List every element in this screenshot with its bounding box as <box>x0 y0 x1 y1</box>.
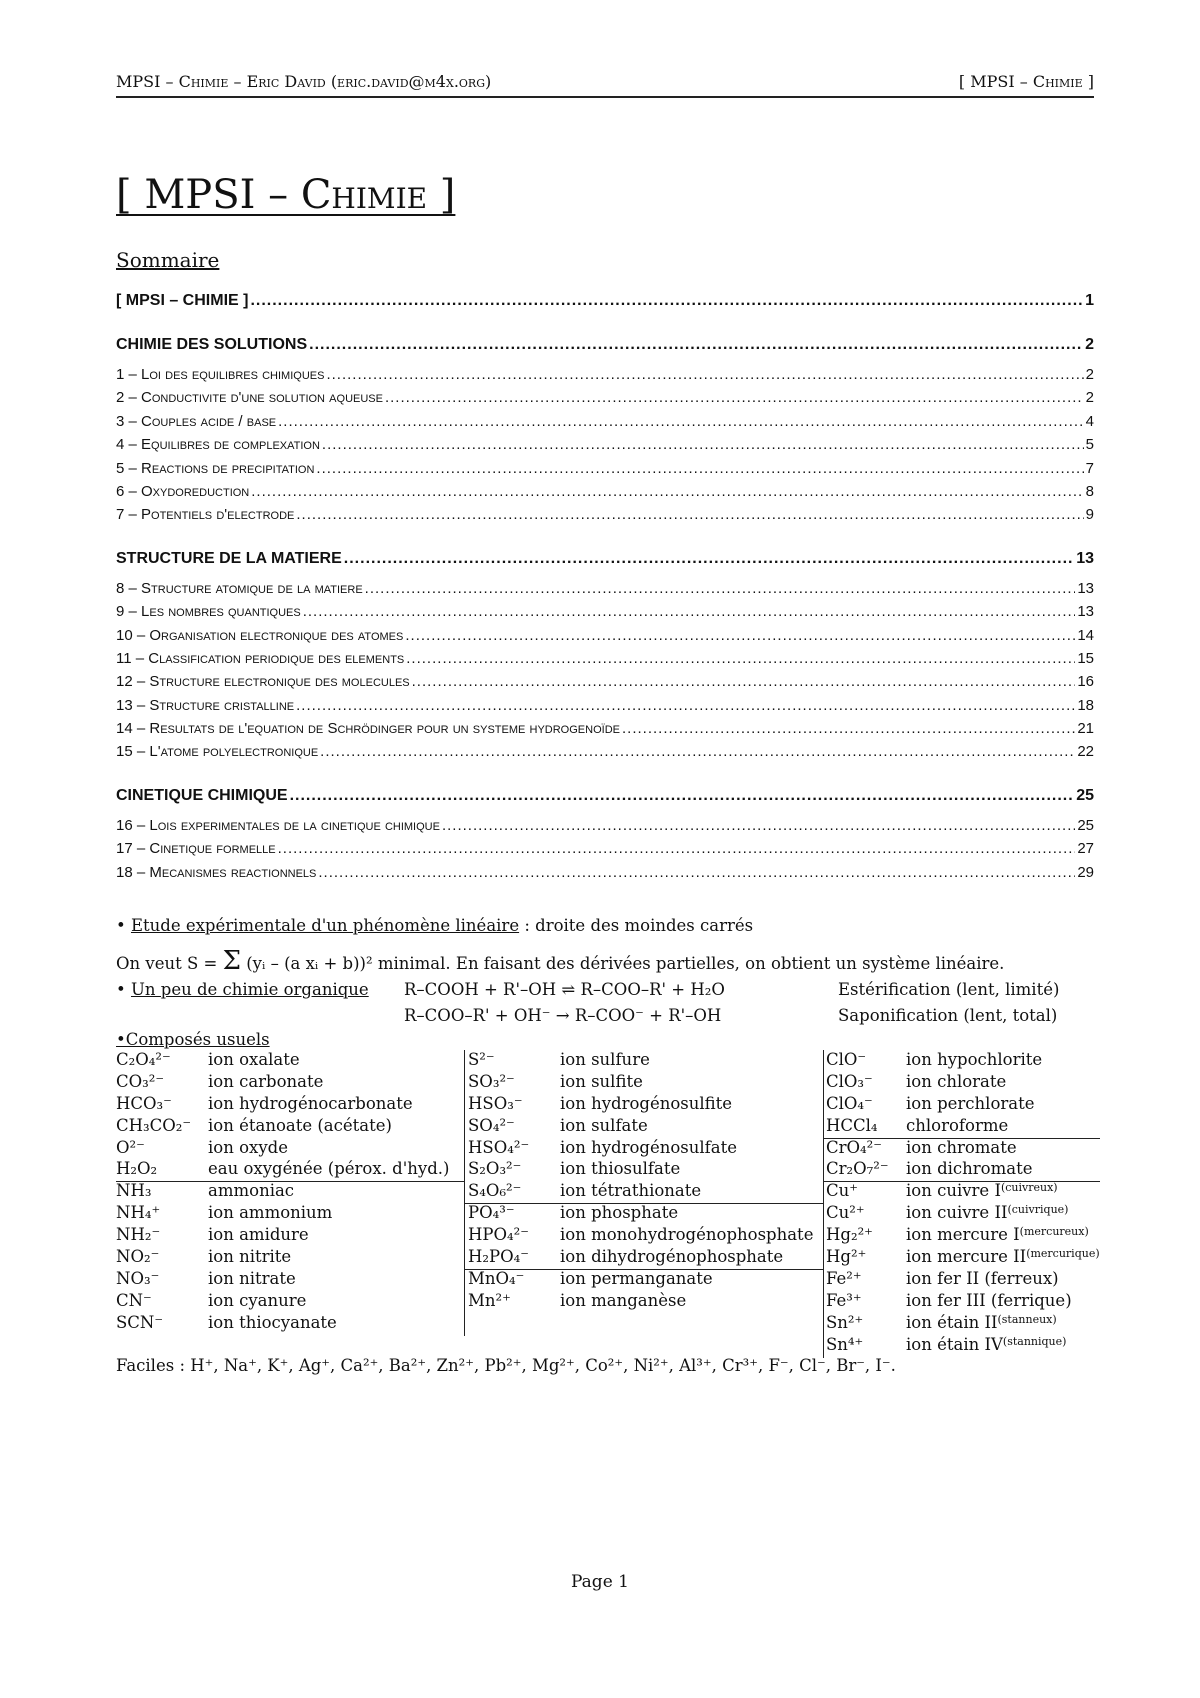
toc-dot-leader <box>303 603 1076 620</box>
toc-page-number: 21 <box>1077 720 1094 738</box>
chemical-name: ion carbonate <box>208 1071 324 1091</box>
toc-entry-title: [ MPSI – CHIMIE ] <box>116 292 249 309</box>
composes-column-1 <box>116 1050 466 1335</box>
chemical-name: ion perchlorate <box>906 1093 1035 1113</box>
compose-row <box>116 1269 466 1291</box>
chemical-formula: NH₃ <box>116 1181 152 1201</box>
toc-entry-title: 4 – Equilibres de complexation <box>116 436 320 454</box>
toc-subsection-entry[interactable] <box>116 436 1094 459</box>
chemical-name: ion sulfure <box>560 1050 650 1069</box>
chemical-name: chloroforme <box>906 1115 1009 1135</box>
compose-row <box>116 1159 466 1181</box>
chemical-name: ion étain II <box>906 1312 998 1332</box>
composes-label: •Composés usuels <box>116 1030 270 1049</box>
toc-subsection-entry[interactable] <box>116 864 1094 887</box>
chemical-formula: Cu⁺ <box>826 1181 858 1201</box>
toc-entry-title: 16 – Lois experimentales de la cinetique chimique <box>116 816 440 834</box>
compose-row <box>116 1313 466 1335</box>
chemical-formula: CH₃CO₂⁻ <box>116 1115 192 1135</box>
chemical-formula: CN⁻ <box>116 1290 152 1310</box>
toc-dot-leader <box>296 697 1075 714</box>
compose-row <box>468 1138 823 1160</box>
chemical-name: ion étain IV <box>906 1334 1003 1354</box>
toc-subsection-entry[interactable] <box>116 413 1094 436</box>
document-title: [ MPSI – Chimie ] <box>116 172 456 218</box>
toc-section-entry[interactable] <box>116 787 1094 811</box>
toc-page-number: 29 <box>1077 863 1094 881</box>
compose-row <box>826 1225 1100 1247</box>
compose-row <box>116 1291 466 1313</box>
chemical-name: ion hydrogénocarbonate <box>208 1093 413 1113</box>
toc-entry-title: STRUCTURE DE LA MATIERE <box>116 549 342 567</box>
esterification-equation: R–COOH + R'–OH ⇌ R–COO–R' + H₂O <box>404 980 725 999</box>
bullet: • <box>116 916 126 935</box>
chemical-name: ion cuivre II <box>906 1203 1008 1223</box>
header-left: MPSI – Chimie – Eric David (eric.david@m4x.org) <box>116 72 492 91</box>
compose-row <box>468 1291 823 1313</box>
chemical-name: ion nitrite <box>208 1247 292 1267</box>
toc-subsection-entry[interactable] <box>116 697 1094 720</box>
moindres-formula: (yᵢ – (a xᵢ + b))² minimal. En faisant des dérivées partielles, on obtient un système linéaire. <box>241 954 1005 973</box>
etude-rest: : droite des moindes carrés <box>519 916 754 935</box>
chemical-formula: S²⁻ <box>468 1050 495 1069</box>
chemical-name: ion sulfite <box>560 1071 643 1091</box>
moindres-prefix: On veut S = <box>116 954 223 973</box>
chemical-trivial-name: (stanneux) <box>997 1312 1057 1326</box>
chemical-formula: HSO₃⁻ <box>468 1093 523 1113</box>
toc-page-number: 8 <box>1085 482 1094 500</box>
toc-page-number: 4 <box>1085 412 1094 430</box>
toc-page-number: 18 <box>1077 696 1094 714</box>
compose-row <box>116 1050 466 1072</box>
toc-dot-leader <box>320 743 1075 760</box>
toc-subsection-entry[interactable] <box>116 840 1094 863</box>
toc-dot-leader <box>316 460 1083 477</box>
toc-dot-leader <box>385 389 1084 406</box>
chemical-formula: Sn²⁺ <box>826 1312 864 1332</box>
toc-dot-leader <box>278 840 1076 857</box>
compose-row <box>826 1072 1100 1094</box>
chemical-name: ion oxyde <box>208 1137 288 1157</box>
toc-subsection-entry[interactable] <box>116 460 1094 483</box>
chemical-name: ion hydrogénosulfite <box>560 1093 733 1113</box>
chemical-trivial-name: (cuivrique) <box>1007 1203 1069 1217</box>
chemical-formula: HCO₃⁻ <box>116 1093 172 1113</box>
chemical-formula: ClO₄⁻ <box>826 1093 873 1113</box>
compose-row <box>468 1072 823 1094</box>
chemical-name: ammoniac <box>208 1181 295 1201</box>
compose-row <box>468 1094 823 1116</box>
toc-page-number: 14 <box>1077 626 1094 644</box>
toc-page-number: 22 <box>1077 743 1094 761</box>
chemical-formula: NO₂⁻ <box>116 1247 160 1267</box>
chemical-formula: S₄O₆²⁻ <box>468 1181 522 1201</box>
toc-subsection-entry[interactable] <box>116 673 1094 696</box>
chemical-formula: NH₄⁺ <box>116 1203 161 1223</box>
toc-dot-leader <box>406 650 1075 667</box>
toc-page-number: 1 <box>1085 292 1094 309</box>
chemical-formula: SO₃²⁻ <box>468 1071 515 1091</box>
toc-entry-title: 9 – Les nombres quantiques <box>116 603 301 621</box>
chemical-name: ion chromate <box>906 1137 1017 1157</box>
toc-dot-leader <box>326 366 1083 383</box>
chemical-formula: HSO₄²⁻ <box>468 1137 530 1157</box>
chemical-name: ion sulfate <box>560 1115 648 1135</box>
toc-page-number: 2 <box>1085 389 1094 407</box>
chemical-name: ion manganèse <box>560 1290 687 1310</box>
chemical-name: ion chlorate <box>906 1071 1007 1091</box>
toc-section-entry[interactable] <box>116 336 1094 360</box>
compose-row <box>468 1247 823 1269</box>
etude-line <box>116 916 1094 935</box>
toc-page-number: 15 <box>1077 649 1094 667</box>
toc-entry-title: 14 – Resultats de l'equation de Schrödinger pour un systeme hydrogenoïde <box>116 720 620 738</box>
toc-subsection-entry[interactable] <box>116 743 1094 766</box>
faciles-line: Faciles : H⁺, Na⁺, K⁺, Ag⁺, Ca²⁺, Ba²⁺, Zn²⁺, Pb²⁺, Mg²⁺, Co²⁺, Ni²⁺, Al³⁺, Cr³⁺, F⁻, Cl⁻, Br⁻, I⁻. <box>116 1356 896 1375</box>
compose-row <box>826 1313 1100 1335</box>
chemical-formula: Fe³⁺ <box>826 1290 862 1310</box>
chemical-trivial-name: (cuivreux) <box>1000 1181 1058 1195</box>
sommaire-heading: Sommaire <box>116 248 220 272</box>
chemical-formula: Sn⁴⁺ <box>826 1334 864 1354</box>
toc-entry-title: 6 – Oxydoreduction <box>116 482 250 500</box>
chemical-formula: MnO₄⁻ <box>468 1268 525 1288</box>
compose-row <box>826 1335 1100 1357</box>
compose-row <box>826 1181 1100 1203</box>
row-divider <box>464 1203 823 1204</box>
saponification-name: Saponification (lent, total) <box>838 1006 1058 1025</box>
toc-dot-leader <box>412 673 1076 690</box>
toc-entry-title: 13 – Structure cristalline <box>116 696 295 714</box>
compose-row <box>826 1291 1100 1313</box>
chemical-name: ion mercure II <box>906 1247 1027 1267</box>
row-divider <box>823 1138 1100 1139</box>
chemical-formula: Cu²⁺ <box>826 1203 865 1223</box>
chemical-formula: NH₂⁻ <box>116 1225 161 1245</box>
toc-subsection-entry[interactable] <box>116 389 1094 412</box>
chemical-name: ion hypochlorite <box>906 1050 1043 1069</box>
moindres-carres-line <box>116 946 1094 976</box>
chemical-formula: PO₄³⁻ <box>468 1203 515 1223</box>
chemical-formula: H₂PO₄⁻ <box>468 1247 529 1267</box>
chemical-formula: Hg₂²⁺ <box>826 1225 873 1245</box>
chemical-formula: Mn²⁺ <box>468 1290 511 1310</box>
chemical-formula: HPO₄²⁻ <box>468 1225 529 1245</box>
chemical-trivial-name: (mercureux) <box>1019 1225 1089 1239</box>
chemical-name: ion dichromate <box>906 1159 1033 1179</box>
toc-subsection-entry[interactable] <box>116 366 1094 389</box>
toc-page-number: 9 <box>1085 506 1094 524</box>
toc-dot-leader <box>318 864 1075 881</box>
compose-row <box>826 1094 1100 1116</box>
chemical-name: ion thiosulfate <box>560 1159 681 1179</box>
toc-subsection-entry[interactable] <box>116 483 1094 506</box>
composes-column-3 <box>826 1050 1100 1356</box>
chemical-formula: S₂O₃²⁻ <box>468 1159 522 1179</box>
chimie-organique <box>116 980 1094 1030</box>
toc-subsection-entry[interactable] <box>116 506 1094 529</box>
column-divider <box>464 1050 465 1336</box>
chemical-formula: NO₃⁻ <box>116 1268 160 1288</box>
chemical-formula: Cr₂O₇²⁻ <box>826 1159 889 1179</box>
toc-entry-title: 10 – Organisation electronique des atomes <box>116 626 404 644</box>
chemical-name: ion amidure <box>208 1225 309 1245</box>
toc-page-number: 7 <box>1085 459 1094 477</box>
chemical-name: ion nitrate <box>208 1268 296 1288</box>
esterification-name: Estérification (lent, limité) <box>838 980 1060 999</box>
toc-subsection-entry[interactable] <box>116 580 1094 603</box>
chemical-formula: CrO₄²⁻ <box>826 1137 882 1157</box>
toc-dot-leader <box>442 817 1075 834</box>
chemical-name: ion permanganate <box>560 1268 713 1288</box>
compose-row <box>116 1225 466 1247</box>
toc-subsection-entry[interactable] <box>116 817 1094 840</box>
table-of-contents <box>116 292 1094 887</box>
toc-entry-title: 12 – Structure electronique des molecules <box>116 673 410 691</box>
compose-row <box>468 1116 823 1138</box>
toc-page-number: 13 <box>1077 579 1094 597</box>
chemical-formula: SO₄²⁻ <box>468 1115 515 1135</box>
toc-entry-title: 8 – Structure atomique de la matiere <box>116 579 363 597</box>
toc-dot-leader <box>309 336 1083 354</box>
chemical-name: ion monohydrogénophosphate <box>560 1225 814 1245</box>
toc-dot-leader <box>250 292 1083 310</box>
compose-row <box>826 1203 1100 1225</box>
chemical-formula: Hg²⁺ <box>826 1247 867 1267</box>
toc-page-number: 2 <box>1085 336 1094 353</box>
compose-row <box>468 1225 823 1247</box>
toc-entry-title: 1 – Loi des equilibres chimiques <box>116 366 325 383</box>
chemical-formula: SCN⁻ <box>116 1312 164 1332</box>
chemical-name: ion phosphate <box>560 1203 679 1223</box>
compose-row <box>826 1138 1100 1160</box>
toc-subsection-entry[interactable] <box>116 603 1094 626</box>
toc-subsection-entry[interactable] <box>116 650 1094 673</box>
compose-row <box>826 1269 1100 1291</box>
chemical-name: ion dihydrogénophosphate <box>560 1247 784 1267</box>
chemical-name: ion tétrathionate <box>560 1181 702 1201</box>
chemical-name: ion oxalate <box>208 1050 300 1069</box>
row-divider <box>823 1181 1100 1182</box>
compose-row <box>116 1181 466 1203</box>
column-divider <box>823 1050 824 1358</box>
toc-entry-title: 5 – Reactions de precipitation <box>116 459 315 477</box>
compose-row <box>468 1203 823 1225</box>
toc-dot-leader <box>322 436 1084 453</box>
compose-row <box>116 1116 466 1138</box>
chemical-formula: H₂O₂ <box>116 1159 158 1179</box>
composes-column-2 <box>468 1050 823 1313</box>
chemical-name: ion fer II (ferreux) <box>906 1268 1059 1288</box>
toc-entry-title: 2 – Conductivite d'une solution aqueuse <box>116 389 383 407</box>
toc-entry-title: 11 – Classification periodique des elements <box>116 649 405 667</box>
toc-dot-leader <box>344 550 1074 568</box>
chemical-name: ion thiocyanate <box>208 1312 337 1332</box>
toc-page-number: 27 <box>1077 840 1094 858</box>
toc-entry-title: 18 – Mecanismes reactionnels <box>116 863 317 881</box>
composes-heading <box>116 1030 1094 1049</box>
chemical-name: ion étanoate (acétate) <box>208 1115 392 1135</box>
toc-entry-title: 15 – L'atome polyelectronique <box>116 743 319 761</box>
chemical-name: ion fer III (ferrique) <box>906 1290 1072 1310</box>
compose-row <box>116 1094 466 1116</box>
toc-entry-title: CHIMIE DES SOLUTIONS <box>116 336 308 353</box>
toc-page-number: 13 <box>1076 549 1094 567</box>
toc-dot-leader <box>290 787 1075 805</box>
row-divider <box>116 1181 464 1182</box>
compose-row <box>116 1203 466 1225</box>
toc-page-number: 16 <box>1077 673 1094 691</box>
toc-section-entry[interactable] <box>116 550 1094 574</box>
compose-row <box>468 1050 823 1072</box>
compose-row <box>468 1181 823 1203</box>
compose-row <box>826 1116 1100 1138</box>
compose-row <box>826 1050 1100 1072</box>
compose-row <box>116 1247 466 1269</box>
toc-page-number: 5 <box>1085 436 1094 454</box>
toc-section-entry[interactable] <box>116 292 1094 316</box>
toc-subsection-entry[interactable] <box>116 720 1094 743</box>
toc-entry-title: 3 – Couples acide / base <box>116 412 277 430</box>
compose-row <box>468 1269 823 1291</box>
chemical-name: ion cyanure <box>208 1290 307 1310</box>
compose-row <box>116 1138 466 1160</box>
bullet: • <box>116 980 126 999</box>
sigma-symbol: Σ <box>222 946 241 976</box>
toc-dot-leader <box>296 506 1083 523</box>
chemical-name: ion hydrogénosulfate <box>560 1137 738 1157</box>
compose-row <box>826 1159 1100 1181</box>
etude-label: Etude expérimentale d'un phénomène linéaire <box>130 916 520 935</box>
compose-row <box>468 1159 823 1181</box>
toc-entry-title: 17 – Cinetique formelle <box>116 840 276 858</box>
toc-dot-leader <box>405 627 1075 644</box>
chemical-formula: C₂O₄²⁻ <box>116 1050 171 1069</box>
chemical-formula: O²⁻ <box>116 1137 145 1157</box>
toc-subsection-entry[interactable] <box>116 627 1094 650</box>
chemical-name: eau oxygénée (pérox. d'hyd.) <box>208 1159 450 1179</box>
toc-page-number: 25 <box>1076 786 1094 804</box>
compose-row <box>116 1072 466 1094</box>
row-divider <box>464 1269 823 1270</box>
toc-page-number: 13 <box>1077 603 1094 621</box>
toc-dot-leader <box>365 580 1076 597</box>
header-right: [ MPSI – Chimie ] <box>958 72 1094 91</box>
page-header <box>116 70 1094 98</box>
chemical-name: ion ammonium <box>208 1203 333 1223</box>
chemical-formula: HCCl₄ <box>826 1115 878 1135</box>
chemical-formula: ClO₃⁻ <box>826 1071 873 1091</box>
page-number: Page 1 <box>571 1572 629 1592</box>
saponification-equation: R–COO–R' + OH⁻ → R–COO⁻ + R'–OH <box>404 1006 722 1025</box>
chemical-name: ion mercure I <box>906 1225 1020 1245</box>
chemical-trivial-name: (mercurique) <box>1026 1247 1100 1261</box>
chemical-formula: Fe²⁺ <box>826 1268 862 1288</box>
chemical-formula: ClO⁻ <box>826 1050 867 1069</box>
toc-entry-title: 7 – Potentiels d'electrode <box>116 506 295 524</box>
toc-dot-leader <box>622 720 1075 737</box>
toc-dot-leader <box>278 413 1084 430</box>
toc-dot-leader <box>251 483 1083 500</box>
toc-entry-title: CINETIQUE CHIMIQUE <box>116 786 288 804</box>
chemical-name: ion cuivre I <box>906 1181 1001 1201</box>
chemical-formula: CO₃²⁻ <box>116 1071 165 1091</box>
chemical-trivial-name: (stannique) <box>1002 1334 1067 1348</box>
orga-label: Un peu de chimie organique <box>130 980 369 999</box>
toc-page-number: 2 <box>1085 366 1094 383</box>
toc-page-number: 25 <box>1077 816 1094 834</box>
compose-row <box>826 1247 1100 1269</box>
